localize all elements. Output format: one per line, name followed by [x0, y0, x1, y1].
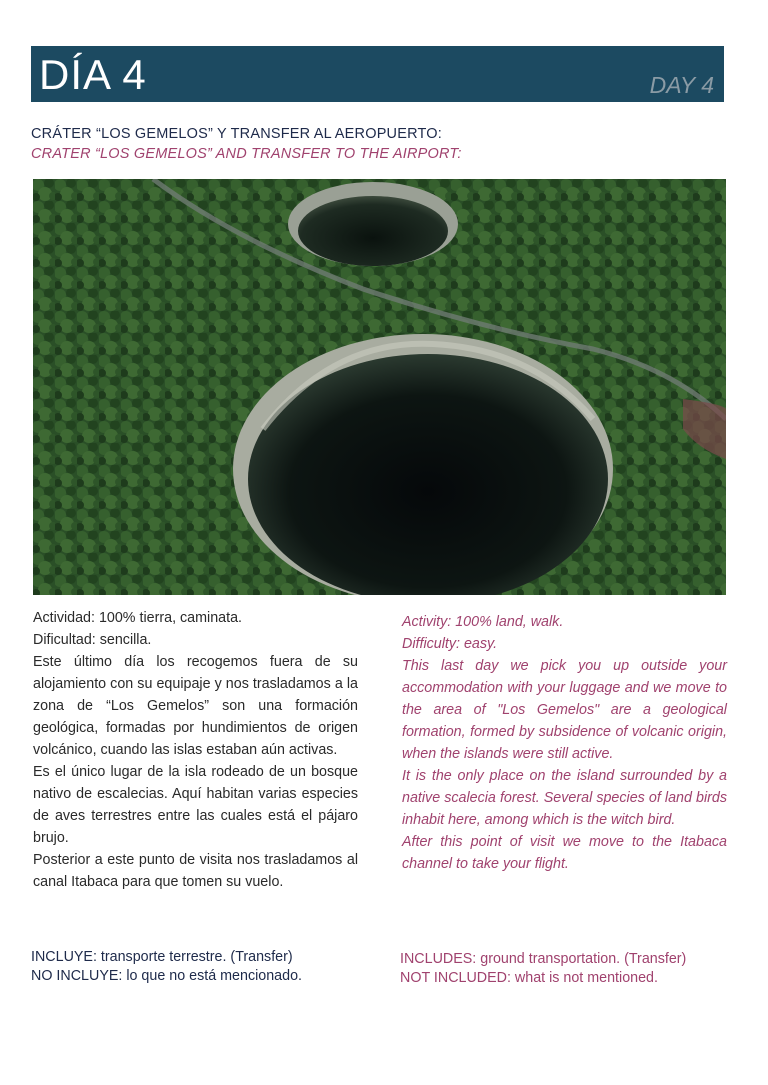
activity-es: Actividad: 100% tierra, caminata. — [33, 610, 242, 626]
subtitle-en: CRATER “LOS GEMELOS” AND TRANSFER TO THE AIRPORT: — [31, 146, 462, 162]
spanish-description — [33, 607, 358, 893]
subtitle-es: CRÁTER “LOS GEMELOS” Y TRANSFER AL AEROPUERTO: — [31, 126, 443, 142]
includes-en: INCLUDES: ground transportation. (Transfer) — [400, 951, 687, 967]
difficulty-es: Dificultad: sencilla. — [33, 632, 152, 648]
paragraph3-es: Posterior a este punto de visita nos trasladamos al canal Itabaca para que tomen su vuelo. — [33, 852, 358, 890]
day-header-bar — [31, 46, 724, 102]
includes-es: INCLUYE: transporte terrestre. (Transfer) — [31, 949, 293, 965]
not-includes-en: NOT INCLUDED: what is not mentioned. — [400, 970, 658, 986]
crater-photo — [33, 179, 726, 595]
paragraph1-es: Este último día los recogemos fuera de su alojamiento con su equipaje y nos trasladamos a la zona de “Los Gemelos” son una formación geológica, formadas por hundimientos de origen volcánico, cuando las islas estaban aún activas. — [33, 654, 358, 758]
difficulty-en: Difficulty: easy. — [402, 636, 498, 652]
activity-en: Activity: 100% land, walk. — [402, 614, 564, 630]
paragraph3-en: After this point of visit we move to the Itabaca channel to take your flight. — [402, 834, 727, 872]
english-description — [402, 611, 727, 875]
day-title-en: DAY 4 — [649, 72, 714, 98]
paragraph2-en: It is the only place on the island surrounded by a native scalecia forest. Several species of land birds inhabit here, among which is the witch bird. — [402, 768, 727, 828]
day-title-es: DÍA 4 — [39, 51, 147, 98]
not-includes-es: NO INCLUYE: lo que no está mencionado. — [31, 968, 302, 984]
includes-es-block — [31, 948, 302, 986]
paragraph2-es: Es el único lugar de la isla rodeado de un bosque nativo de escalecias. Aquí habitan varias especies de aves terrestres entre las cuales está el pájaro brujo. — [33, 764, 358, 846]
includes-en-block — [400, 950, 686, 988]
paragraph1-en: This last day we pick you up outside your accommodation with your luggage and we move to the area of "Los Gemelos" are a geological formation, formed by subsidence of volcanic origin, when the islands were still active. — [402, 658, 727, 762]
